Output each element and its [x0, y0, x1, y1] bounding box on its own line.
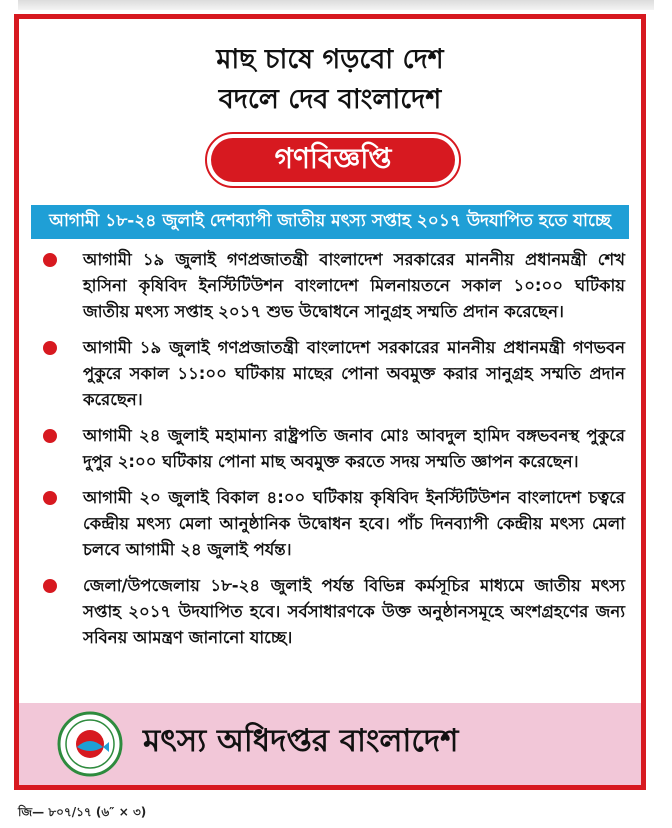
- list-item-text: আগামী ২৪ জুলাই মহামান্য রাষ্ট্রপতি জনাব মোঃ আবদুল হামিদ বঙ্গভবনস্থ পুকুরে দুপুর ২:০০ ঘটিকায় পোনা মাছ অবমুক্ত করতে সদয় সম্মতি জ্ঞাপন করেছেন।: [83, 426, 625, 471]
- list-item: [29, 485, 631, 563]
- list-item-text: আগামী ১৯ জুলাই গণপ্রজাতন্ত্রী বাংলাদেশ সরকারের মাননীয় প্রধানমন্ত্রী শেখ হাসিনা কৃষিবিদ ইনস্টিটিউশন বাংলাদেশ মিলনায়তনে সকাল ১০:০০ ঘটিকায় জাতীয় মৎস্য সপ্তাহ ২০১৭ শুভ উদ্বোধনে সানুগ্রহ সম্মতি প্রদান করেছেন।: [83, 250, 625, 321]
- notice-title-badge: [205, 132, 461, 188]
- list-item: [29, 247, 631, 325]
- top-strip: [18, 0, 654, 10]
- notice-frame: [14, 14, 646, 790]
- fisheries-logo-icon: [57, 711, 123, 777]
- list-item: [29, 423, 631, 475]
- red-bullet-icon: [43, 491, 57, 505]
- red-bullet-icon: [43, 253, 57, 267]
- red-bullet-icon: [43, 341, 57, 355]
- red-bullet-icon: [43, 429, 57, 443]
- slogan-line-2: বদলে দেব বাংলাদেশ: [218, 84, 442, 115]
- list-item: [29, 573, 631, 651]
- department-name: মৎস্য অধিদপ্তর বাংলাদেশ: [143, 723, 459, 759]
- announcement-list: [29, 247, 631, 661]
- red-bullet-icon: [43, 579, 57, 593]
- list-item-text: জেলা/উপজেলায় ১৮-২৪ জুলাই পর্যন্ত বিভিন্ন কর্মসূচির মাধ্যমে জাতীয় মৎস্য সপ্তাহ ২০১৭ উদযাপিত হবে। সর্বসাধারণকে উক্ত অনুষ্ঠানসমূহে অংশগ্রহণের জন্য সবিনয় আমন্ত্রণ জানানো যাচ্ছে।: [83, 576, 625, 647]
- notice-title: গণবিজ্ঞপ্তি: [211, 138, 455, 182]
- list-item: [29, 335, 631, 413]
- footer-band: [19, 703, 641, 785]
- reference-code: জি— ৮০৭/১৭ (৬″ × ৩): [18, 805, 147, 819]
- slogan-line-1: মাছ চাষে গড়বো দেশ: [216, 44, 444, 75]
- list-item-text: আগামী ১৯ জুলাই গণপ্রজাতন্ত্রী বাংলাদেশ সরকারের মাননীয় প্রধানমন্ত্রী গণভবন পুকুরে সকাল ১১:০০ ঘটিকায় মাছের পোনা অবমুক্ত করার সানুগ্রহ সম্মতি প্রদান করেছেন।: [83, 338, 625, 409]
- list-item-text: আগামী ২০ জুলাই বিকাল ৪:০০ ঘটিকায় কৃষিবিদ ইনস্টিটিউশন বাংলাদেশ চত্বরে কেন্দ্রীয় মৎস্য মেলা আনুষ্ঠানিক উদ্বোধন হবে। পাঁচ দিনব্যাপী কেন্দ্রীয় মৎস্য মেলা চলবে আগামী ২৪ জুলাই পর্যন্ত।: [83, 488, 625, 559]
- week-banner: আগামী ১৮-২৪ জুলাই দেশব্যাপী জাতীয় মৎস্য সপ্তাহ ২০১৭ উদযাপিত হতে যাচ্ছে: [31, 205, 629, 239]
